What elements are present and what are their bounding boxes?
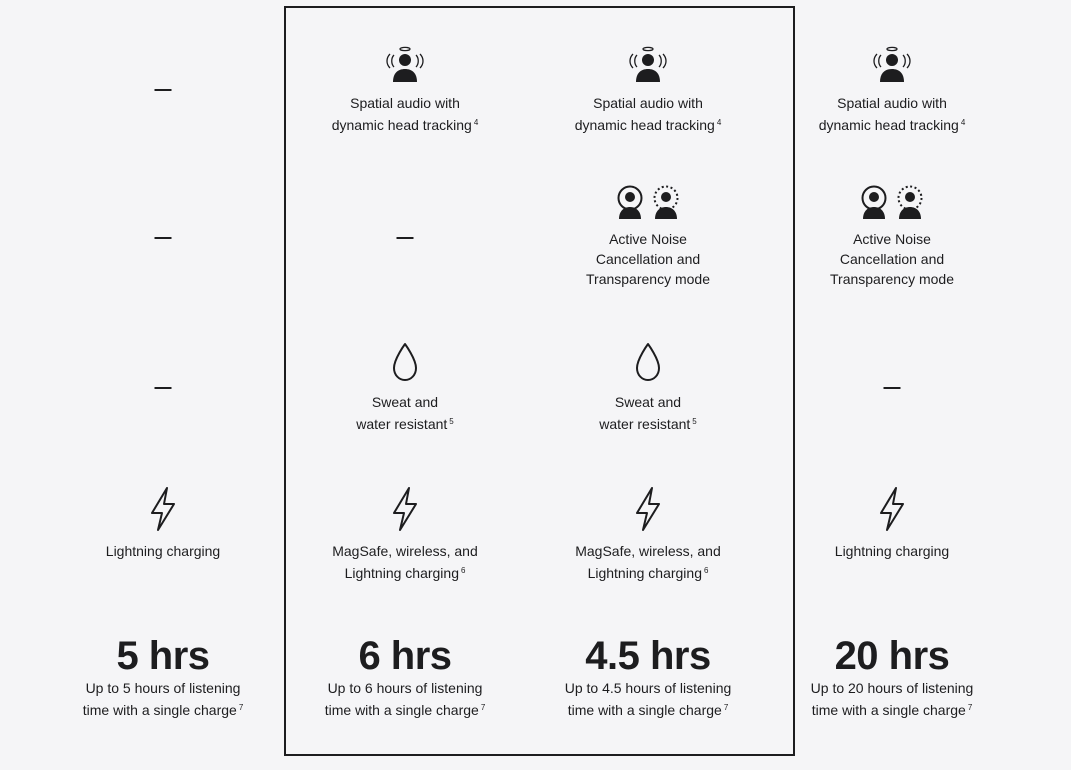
feature-label: Spatial audio with dynamic head tracking $^4$ (574, 95, 722, 133)
feature-label: MagSafe, wireless, and Lightning charging $^6$ (332, 543, 478, 581)
feature-battery (43, 634, 283, 720)
footnote-ref[interactable]: 7 (967, 703, 973, 712)
not-available-dash (884, 387, 901, 389)
not-available-dash (155, 387, 172, 389)
spatial-audio-icon (872, 46, 912, 84)
feature-label: Lightning charging (105, 543, 221, 559)
lightning-bolt-icon (389, 485, 421, 533)
lightning-bolt-icon (147, 485, 179, 533)
battery-description: Up to 4.5 hours of listening time with a single charge $^7$ (564, 680, 732, 718)
battery-hours: 4.5 hrs (585, 634, 711, 678)
feature-label: Active Noise Cancellation and Transparency mode (586, 231, 710, 287)
feature-label: Spatial audio with dynamic head tracking $^4$ (818, 95, 966, 133)
feature-water-resistance (285, 341, 525, 434)
feature-spatial-audio (528, 46, 768, 135)
battery-hours: 6 hrs (358, 634, 452, 678)
spatial-audio-icon (385, 46, 425, 84)
battery-hours: 20 hrs (834, 634, 950, 678)
feature-battery (772, 634, 1012, 720)
water-drop-icon (633, 341, 663, 383)
footnote-ref[interactable]: 6 (460, 566, 466, 575)
not-available-dash (397, 237, 414, 239)
feature-water-resistance (528, 341, 768, 434)
feature-spatial-audio (772, 46, 1012, 135)
not-available-dash (155, 237, 172, 239)
lightning-bolt-icon (632, 485, 664, 533)
feature-charging (43, 485, 283, 561)
water-drop-icon (390, 341, 420, 383)
footnote-ref[interactable]: 7 (723, 703, 729, 712)
battery-hours: 5 hrs (116, 634, 210, 678)
feature-label: Sweat and water resistant $^5$ (599, 394, 697, 432)
feature-label: Lightning charging (834, 543, 950, 559)
spatial-audio-icon (628, 46, 668, 84)
footnote-ref[interactable]: 6 (703, 566, 709, 575)
footnote-ref[interactable]: 4 (960, 118, 966, 127)
feature-label: Active Noise Cancellation and Transparency mode (830, 231, 954, 287)
battery-description: Up to 20 hours of listening time with a single charge $^7$ (810, 680, 974, 718)
footnote-ref[interactable]: 7 (238, 703, 244, 712)
feature-charging (528, 485, 768, 583)
noise-cancellation-icon (860, 185, 924, 221)
feature-battery (528, 634, 768, 720)
feature-spatial-audio (285, 46, 525, 135)
not-available-dash (155, 89, 172, 91)
feature-charging (772, 485, 1012, 561)
battery-description: Up to 6 hours of listening time with a single charge $^7$ (324, 680, 486, 718)
feature-label: Spatial audio with dynamic head tracking $^4$ (331, 95, 479, 133)
footnote-ref[interactable]: 4 (473, 118, 479, 127)
feature-noise-cancellation (528, 185, 768, 289)
footnote-ref[interactable]: 5 (692, 417, 697, 426)
feature-battery (285, 634, 525, 720)
footnote-ref[interactable]: 7 (480, 703, 486, 712)
footnote-ref[interactable]: 4 (716, 118, 722, 127)
lightning-bolt-icon (876, 485, 908, 533)
battery-description: Up to 5 hours of listening time with a single charge $^7$ (82, 680, 244, 718)
feature-charging (285, 485, 525, 583)
noise-cancellation-icon (616, 185, 680, 221)
feature-label: Sweat and water resistant $^5$ (356, 394, 454, 432)
feature-noise-cancellation (772, 185, 1012, 289)
footnote-ref[interactable]: 5 (449, 417, 454, 426)
feature-label: MagSafe, wireless, and Lightning charging $^6$ (575, 543, 721, 581)
